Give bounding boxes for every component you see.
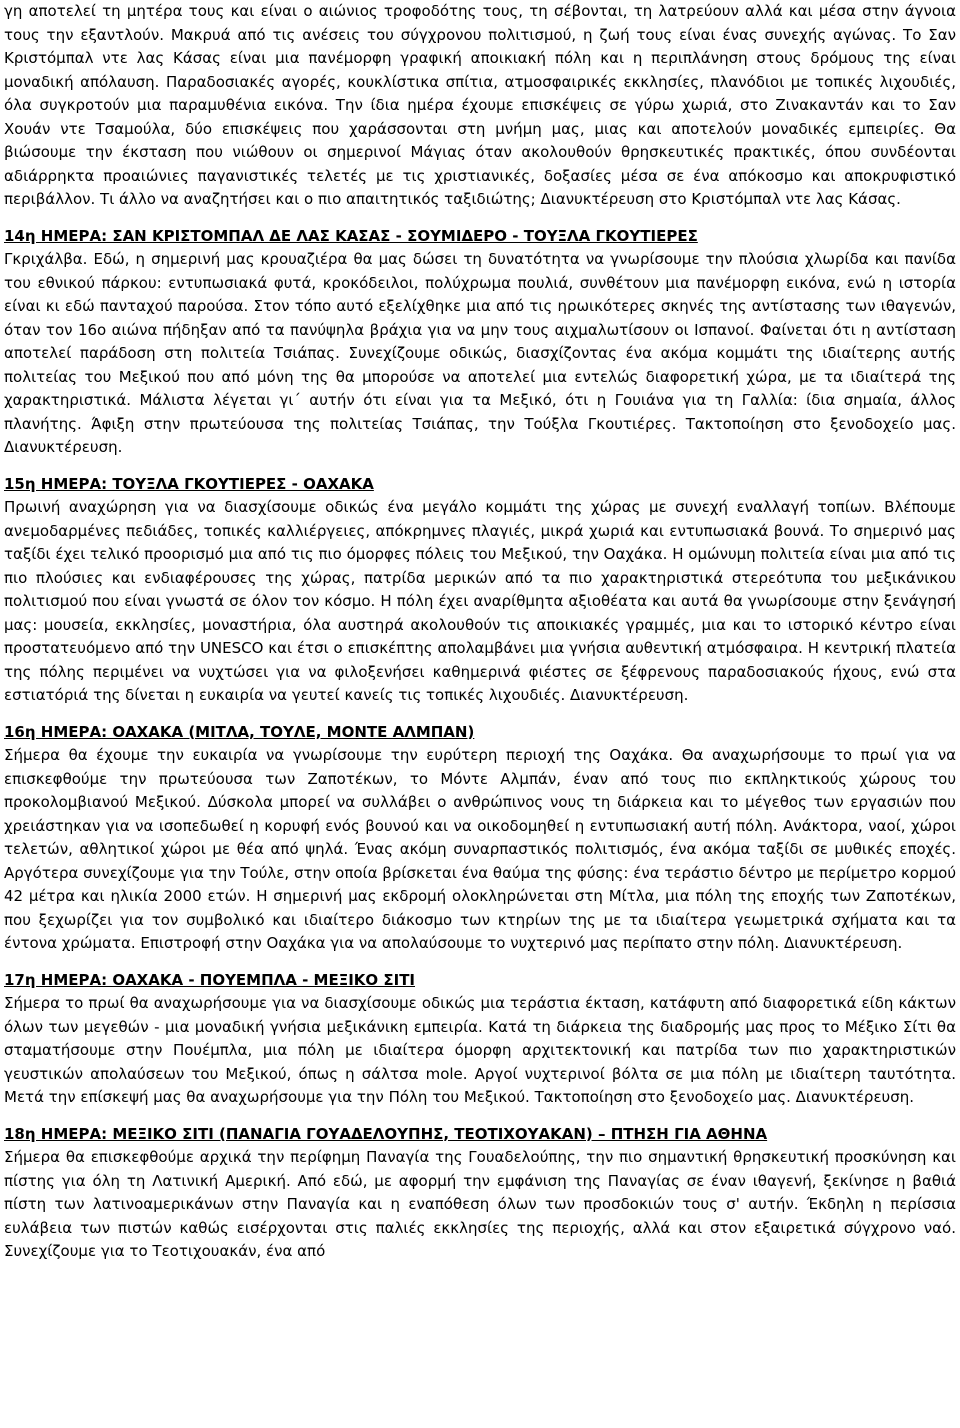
section-gap [4,708,956,721]
day-text-15: Πρωινή αναχώρηση για να διασχίσουμε οδικώς ένα μεγάλο κομμάτι της χώρας με συνεχή εναλλαγή τοπίων. Βλέπουμε ανεμοδαρμένες πεδιάδες, τοπικές καλλιέργειες, απόκρημνες πλαγιές, μικρά χωριά και εντυπωσιακά βουνά. Το σημερινό μας ταξίδι έχει τελικό προορισμό μια από τις πιο όμορφες πόλεις του Μεξικού, την Οαχάκα. Η ομώνυμη πολιτεία είναι μια από τις πιο πλούσιες και ενδιαφέρουσες της χώρας, πατρίδα μερικών από τα πιο χαρακτηριστικά στερεότυπα του μεξικάνικου πολιτισμού που είναι γνωστά σε όλον τον κόσμο. Η πόλη έχει αναρίθμητα αξιοθέατα και αυτά θα γνωρίσουμε στην ξενάγησή μας: μουσεία, εκκλησίες, μοναστήρια, όλα αυστηρά ακολουθούν τις αποικιακές γραμμές, μια και το ιστορικό κέντρο είναι προστατευόμενο από την UNESCO και έτσι ο επισκέπτης απολαμβάνει μια γνήσια αυθεντική ατμόσφαιρα. Η κεντρική πλατεία της πόλης περιμένει να νυχτώσει για να φιλοξενήσει καθημερινά φιέστες σε ξέφρενους παραδοσιακούς ήχους, ενώ στα εστιατόριά της δίνεται η ευκαιρία να γευτεί κανείς τις τοπικές λιχουδιές. Διανυκτέρευση. [4,498,956,704]
day-heading-16: 16η ΗΜΕΡΑ: ΟΑΧΑΚΑ (ΜΙΤΛΑ, ΤΟΥΛΕ, ΜΟΝΤΕ ΑΛΜΠΑΝ) [4,722,475,741]
day-heading-14: 14η ΗΜΕΡΑ: ΣΑΝ ΚΡΙΣΤΟΜΠΑΛ ΔΕ ΛΑΣ ΚΑΣΑΣ - ΣΟΥΜΙΔΕΡΟ - ΤΟΥΞΛΑ ΓΚΟΥΤΙΕΡΕΣ [4,226,698,245]
intro-paragraph: γη αποτελεί τη μητέρα τους και είναι ο αιώνιος τροφοδότης τους, τη σέβονται, τη λατρεύουν αλλά και μέσα στην άγνοια τους την εξαντλούν. Μακρυά από τις ανέσεις του σύγχρονου πολιτισμού, η ζωή τους είναι ένας συνεχής αγώνας. Το Σαν Κριστόμπαλ ντε λας Κάσας είναι μια πανέμορφη γραφική αποικιακή πόλη και η περιπλάνηση στους δρόμους της είναι μοναδική απόλαυση. Παραδοσιακές αγορές, κουκλίστικα σπίτια, ατμοσφαιρικές εκκλησίες, πλανόδιοι με τοπικές λιχουδιές, όλα συγκροτούν μια παραμυθένια εικόνα. Την ίδια ημέρα έχουμε επισκέψεις σε γύρω χωριά, στο Ζινακαντάν και το Σαν Χουάν ντε Τσαμούλα, δύο επισκέψεις που χαράσσονται στη μνήμη μας, μιας και αποτελούν μοναδικές εμπειρίες. Θα βιώσουμε την έκσταση που νιώθουν οι σημερινοί Μάγιας όταν ακολουθούν θρησκευτικές πρακτικές, όπου συνδέονται αδιάρρηκτα προαιώνιες παγανιστικές τελετές με τις χριστιανικές, δοξασίες μέσα σε ένα απόκοσμο και αποκρυφιστικό περιβάλλον. Τι άλλο να αναζητήσει και ο πιο απαιτητικός ταξιδιώτης; Διανυκτέρευση στο Κριστόμπαλ ντε λας Κάσας. [4,2,956,208]
section-gap [4,460,956,473]
day-text-16: Σήμερα θα έχουμε την ευκαιρία να γνωρίσουμε την ευρύτερη περιοχή της Οαχάκα. Θα αναχωρήσουμε το πρωί για να επισκεφθούμε την πρωτεύουσα των Ζαποτέκων, το Μόντε Αλμπάν, έναν από τους πιο εκπληκτικούς χώρους του προκολομβιανού Μεξικού. Δύσκολα μπορεί να συλλάβει ο ανθρώπινος νους τη διάρκεια και το μέγεθος των εργασιών που χρειάστηκαν για να ισοπεδωθεί η κορυφή ενός βουνού και να οικοδομηθεί η εντυπωσιακή αυτή πόλη. Ανάκτορα, ναοί, χώροι τελετών, αθλητικοί χώροι με θέα από ψηλά. Ένας ακόμη συναρπαστικός πολιτισμός, ένα ακόμα ταξίδι σε μυθικές εποχές. Αργότερα συνεχίζουμε για την Τούλε, στην οποία βρίσκεται ένα θαύμα της φύσης: ένα τεράστιο δέντρο με περίμετρο κορμού 42 μέτρα και ηλικία 2000 ετών. Η σημερινή μας εκδρομή ολοκληρώνεται στη Μίτλα, μια πόλη της εποχής των Ζαποτέκων, που ξεχωρίζει για τον συμβολικό και ιδιαίτερο διάκοσμο των κτηρίων της με τα ιδιαίτερα γεωμετρικά σχήματα και τα έντονα χρώματα. Επιστροφή στην Οαχάκα για να απολαύσουμε το νυχτερινό μας περίπατο στην πόλη. Διανυκτέρευση. [4,746,956,952]
day-text-14: Γκριχάλβα. Εδώ, η σημερινή μας κρουαζιέρα θα μας δώσει τη δυνατότητα να γνωρίσουμε την πλούσια χλωρίδα και πανίδα του εθνικού πάρκου: εντυπωσιακά φυτά, κροκόδειλοι, πολύχρωμα πουλιά, συνθέτουν μια πανέμορφη εικόνα, ενώ η ιστορία είναι κι εδώ πανταχού παρούσα. Στον τόπο αυτό εξελίχθηκε μια από τις ηρωικότερες σκηνές της αντίστασης των ιθαγενών, όταν τον 16ο αιώνα πήδηξαν από τα πανύψηλα βράχια για να μην τους αιχμαλωτίσουν οι Ισπανοί. Φαίνεται ότι η αντίσταση αποτελεί παράδοση στη πολιτεία Τσιάπας. Συνεχίζουμε οδικώς, διασχίζοντας ένα ακόμα κομμάτι της ιδιαίτερης αυτής πολιτείας του Μεξικού που από μόνη της θα μπορούσε να αποτελεί μια εντελώς διαφορετική χώρα, με τα ιδιαίτερά της χαρακτηριστικά. Μάλιστα λέγεται γι΄ αυτήν ότι είναι για τα Μεξικό, ότι η Γουιάνα για τη Γαλλία: ίδια σημαία, άλλος πλανήτης. Άφιξη στην πρωτεύουσα της πολιτείας Τσιάπας, την Τούξλα Γκουτιέρες. Τακτοποίηση στο ξενοδοχείο μας. Διανυκτέρευση. [4,250,956,456]
day-text-17: Σήμερα το πρωί θα αναχωρήσουμε για να διασχίσουμε οδικώς μια τεράστια έκταση, κατάφυτη από διαφορετικά είδη κάκτων όλων των μεγεθών - μια μοναδική γνήσια μεξικάνικη εμπειρία. Κατά τη διάρκεια της διαδρομής μας προς το Μέξικο Σίτι θα σταματήσουμε στην Πουέμπλα, μια πόλη με ιδιαίτερα όμορφη αρχιτεκτονική και πατρίδα των πιο χαρακτηριστικών γευστικών απολαύσεων του Μεξικού, όπως η σάλτσα mole. Αργοί νυχτερινοί βόλτα σε μια πόλη με ιδιαίτερη ταυτότητα. Μετά την επίσκεψή μας θα αναχωρήσουμε για την Πόλη του Μεξικού. Τακτοποίηση στο ξενοδοχείο μας. Διανυκτέρευση. [4,994,956,1106]
day-text-18: Σήμερα θα επισκεφθούμε αρχικά την περίφημη Παναγία της Γουαδελούπης, την πιο σημαντική θρησκευτική προσκύνηση και πίστης για όλη τη Λατινική Αμερική. Από εδώ, με αφορμή την εμφάνιση της Παναγίας σε έναν ιθαγενή, ξεκίνησε η βαθιά πίστη των λατινοαμερικάνων στην Παναγία και η εναπόθεση όλων των προσδοκιών τους σ' αυτήν. Έκδηλη η περίσσια ευλάβεια των πιστών καθώς εισέρχονται στις παλιές εκκλησίες της περιοχής, αλλά και στον εξαιρετικά σύγχρονο ναό. Συνεχίζουμε για το Τεοτιχουακάν, ένα από [4,1148,956,1260]
day-heading-15: 15η ΗΜΕΡΑ: ΤΟΥΞΛΑ ΓΚΟΥΤΙΕΡΕΣ - ΟΑΧΑΚΑ [4,474,374,493]
section-gap [4,956,956,969]
day-heading-18: 18η ΗΜΕΡΑ: ΜΕΞΙΚΟ ΣΙΤΙ (ΠΑΝΑΓΙΑ ΓΟΥΑΔΕΛΟΥΠΗΣ, ΤΕΟΤΙΧΟΥΑΚΑΝ) – ΠΤΗΣΗ ΓΙΑ ΑΘΗΝΑ [4,1124,768,1143]
section-gap [4,212,956,225]
day-heading-17: 17η ΗΜΕΡΑ: ΟΑΧΑΚΑ - ΠΟΥΕΜΠΛΑ - ΜΕΞΙΚΟ ΣΙΤΙ [4,970,416,989]
section-gap [4,1110,956,1123]
